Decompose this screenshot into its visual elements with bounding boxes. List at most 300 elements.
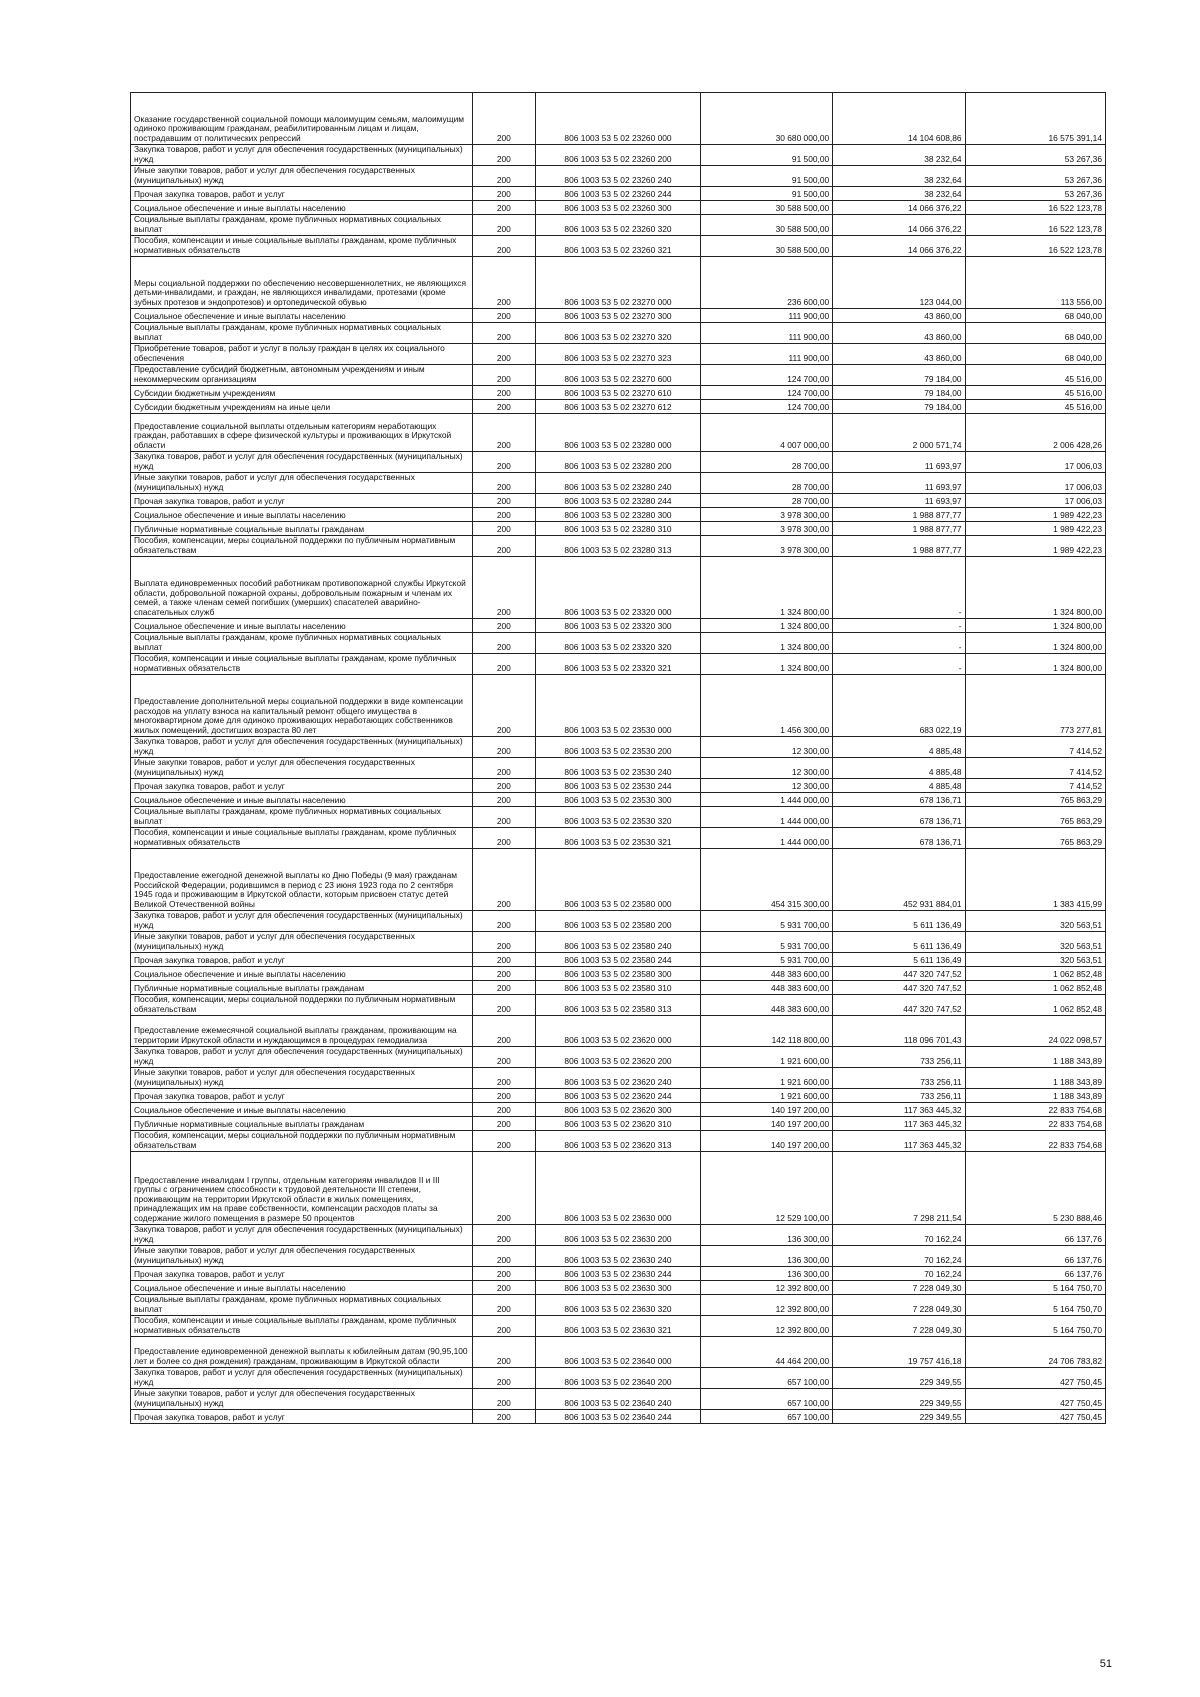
row-executed-cell: 11 693,97 (833, 452, 965, 473)
table-row (131, 323, 1106, 344)
row-approved-cell: 448 383 600,00 (700, 995, 832, 1016)
row-code-cell: 200 (472, 932, 536, 953)
row-executed-cell: 70 162,24 (833, 1246, 965, 1267)
row-executed-cell: 117 363 445,32 (833, 1117, 965, 1131)
row-approved-cell: 3 978 300,00 (700, 508, 832, 522)
row-name-cell: Субсидии бюджетным учреждениям на иные цели (131, 400, 473, 414)
row-kbk-cell: 806 1003 53 5 02 23640 200 (536, 1368, 701, 1389)
row-code-cell: 200 (472, 1267, 536, 1281)
row-approved-cell: 30 588 500,00 (700, 236, 832, 257)
row-approved-cell: 5 931 700,00 (700, 911, 832, 932)
row-approved-cell: 140 197 200,00 (700, 1103, 832, 1117)
row-code-cell: 200 (472, 1410, 536, 1424)
row-unexecuted-cell: 320 563,51 (965, 911, 1105, 932)
row-unexecuted-cell: 1 989 422,23 (965, 536, 1105, 557)
row-approved-cell: 1 324 800,00 (700, 557, 832, 619)
row-name-cell: Пособия, компенсации и иные социальные выплаты гражданам, кроме публичных нормативных обязательств (131, 828, 473, 849)
row-approved-cell: 657 100,00 (700, 1389, 832, 1410)
row-code-cell: 200 (472, 522, 536, 536)
row-code-cell: 200 (472, 1131, 536, 1152)
table-row (131, 508, 1106, 522)
row-kbk-cell: 806 1003 53 5 02 23630 300 (536, 1281, 701, 1295)
row-approved-cell: 454 315 300,00 (700, 849, 832, 911)
row-executed-cell: 733 256,11 (833, 1068, 965, 1089)
row-code-cell: 200 (472, 1047, 536, 1068)
row-executed-cell: 733 256,11 (833, 1047, 965, 1068)
table-row (131, 619, 1106, 633)
row-approved-cell: 448 383 600,00 (700, 967, 832, 981)
row-name-cell: Иные закупки товаров, работ и услуг для обеспечения государственных (муниципальных) нужд (131, 1246, 473, 1267)
row-code-cell: 200 (472, 1016, 536, 1047)
row-name-cell: Иные закупки товаров, работ и услуг для обеспечения государственных (муниципальных) нужд (131, 166, 473, 187)
row-approved-cell: 1 324 800,00 (700, 633, 832, 654)
table-row (131, 557, 1106, 619)
row-approved-cell: 30 588 500,00 (700, 201, 832, 215)
row-code-cell: 200 (472, 633, 536, 654)
row-executed-cell: 7 228 049,30 (833, 1316, 965, 1337)
row-approved-cell: 44 464 200,00 (700, 1337, 832, 1368)
row-approved-cell: 1 921 600,00 (700, 1089, 832, 1103)
row-code-cell: 200 (472, 828, 536, 849)
row-code-cell: 200 (472, 1281, 536, 1295)
row-kbk-cell: 806 1003 53 5 02 23530 300 (536, 793, 701, 807)
table-row (131, 1281, 1106, 1295)
row-executed-cell: 38 232,64 (833, 145, 965, 166)
table-row (131, 187, 1106, 201)
table-row (131, 911, 1106, 932)
row-unexecuted-cell: 773 277,81 (965, 675, 1105, 737)
row-name-cell: Закупка товаров, работ и услуг для обеспечения государственных (муниципальных) нужд (131, 737, 473, 758)
row-approved-cell: 12 392 800,00 (700, 1316, 832, 1337)
row-unexecuted-cell: 45 516,00 (965, 400, 1105, 414)
row-approved-cell: 12 300,00 (700, 737, 832, 758)
row-unexecuted-cell: 1 188 343,89 (965, 1047, 1105, 1068)
table-row (131, 758, 1106, 779)
row-unexecuted-cell: 5 230 888,46 (965, 1152, 1105, 1225)
row-kbk-cell: 806 1003 53 5 02 23530 244 (536, 779, 701, 793)
row-name-cell: Пособия, компенсации, меры социальной поддержки по публичным нормативным обязательствам (131, 536, 473, 557)
row-name-cell: Социальное обеспечение и иные выплаты населению (131, 619, 473, 633)
row-kbk-cell: 806 1003 53 5 02 23260 200 (536, 145, 701, 166)
row-approved-cell: 30 588 500,00 (700, 215, 832, 236)
row-executed-cell: 11 693,97 (833, 494, 965, 508)
row-kbk-cell: 806 1003 53 5 02 23580 240 (536, 932, 701, 953)
table-row (131, 215, 1106, 236)
row-name-cell: Прочая закупка товаров, работ и услуг (131, 1089, 473, 1103)
row-approved-cell: 12 300,00 (700, 758, 832, 779)
table-row (131, 536, 1106, 557)
row-approved-cell: 5 931 700,00 (700, 932, 832, 953)
row-kbk-cell: 806 1003 53 5 02 23280 313 (536, 536, 701, 557)
table-row (131, 1016, 1106, 1047)
row-code-cell: 200 (472, 911, 536, 932)
row-kbk-cell: 806 1003 53 5 02 23260 320 (536, 215, 701, 236)
row-unexecuted-cell: 1 324 800,00 (965, 619, 1105, 633)
row-code-cell: 200 (472, 967, 536, 981)
row-kbk-cell: 806 1003 53 5 02 23640 240 (536, 1389, 701, 1410)
row-code-cell: 200 (472, 1152, 536, 1225)
page-number: 51 (1099, 1658, 1112, 1670)
row-approved-cell: 1 324 800,00 (700, 654, 832, 675)
row-kbk-cell: 806 1003 53 5 02 23580 000 (536, 849, 701, 911)
row-executed-cell: - (833, 654, 965, 675)
table-row (131, 1410, 1106, 1424)
row-unexecuted-cell: 1 989 422,23 (965, 508, 1105, 522)
row-code-cell: 200 (472, 953, 536, 967)
table-row (131, 1117, 1106, 1131)
row-code-cell: 200 (472, 236, 536, 257)
row-unexecuted-cell: 1 062 852,48 (965, 995, 1105, 1016)
row-kbk-cell: 806 1003 53 5 02 23620 244 (536, 1089, 701, 1103)
table-row (131, 494, 1106, 508)
row-unexecuted-cell: 113 556,00 (965, 257, 1105, 309)
table-row (131, 386, 1106, 400)
table-row (131, 1337, 1106, 1368)
row-executed-cell: 38 232,64 (833, 187, 965, 201)
row-executed-cell: 79 184,00 (833, 400, 965, 414)
row-unexecuted-cell: 7 414,52 (965, 737, 1105, 758)
row-approved-cell: 136 300,00 (700, 1225, 832, 1246)
row-executed-cell: 678 136,71 (833, 793, 965, 807)
table-row (131, 1267, 1106, 1281)
row-code-cell: 200 (472, 508, 536, 522)
row-code-cell: 200 (472, 981, 536, 995)
row-executed-cell: 4 885,48 (833, 737, 965, 758)
row-kbk-cell: 806 1003 53 5 02 23260 300 (536, 201, 701, 215)
table-row (131, 522, 1106, 536)
row-approved-cell: 28 700,00 (700, 473, 832, 494)
row-name-cell: Социальное обеспечение и иные выплаты населению (131, 967, 473, 981)
row-name-cell: Закупка товаров, работ и услуг для обеспечения государственных (муниципальных) нужд (131, 452, 473, 473)
row-code-cell: 200 (472, 1225, 536, 1246)
row-unexecuted-cell: 53 267,36 (965, 187, 1105, 201)
table-row (131, 452, 1106, 473)
row-approved-cell: 1 444 000,00 (700, 828, 832, 849)
row-unexecuted-cell: 427 750,45 (965, 1368, 1105, 1389)
row-kbk-cell: 806 1003 53 5 02 23280 310 (536, 522, 701, 536)
row-name-cell: Иные закупки товаров, работ и услуг для обеспечения государственных (муниципальных) нужд (131, 758, 473, 779)
row-kbk-cell: 806 1003 53 5 02 23320 300 (536, 619, 701, 633)
row-name-cell: Приобретение товаров, работ и услуг в пользу граждан в целях их социального обеспечения (131, 344, 473, 365)
row-kbk-cell: 806 1003 53 5 02 23270 323 (536, 344, 701, 365)
row-unexecuted-cell: 45 516,00 (965, 386, 1105, 400)
row-unexecuted-cell: 66 137,76 (965, 1225, 1105, 1246)
row-name-cell: Пособия, компенсации и иные социальные выплаты гражданам, кроме публичных нормативных обязательств (131, 1316, 473, 1337)
row-code-cell: 200 (472, 93, 536, 145)
row-kbk-cell: 806 1003 53 5 02 23270 612 (536, 400, 701, 414)
table-row (131, 828, 1106, 849)
row-code-cell: 200 (472, 1316, 536, 1337)
row-kbk-cell: 806 1003 53 5 02 23630 000 (536, 1152, 701, 1225)
row-kbk-cell: 806 1003 53 5 02 23270 320 (536, 323, 701, 344)
table-row (131, 400, 1106, 414)
row-code-cell: 200 (472, 737, 536, 758)
row-name-cell: Субсидии бюджетным учреждениям (131, 386, 473, 400)
table-row (131, 793, 1106, 807)
row-approved-cell: 3 978 300,00 (700, 522, 832, 536)
table-row (131, 1246, 1106, 1267)
table-row (131, 1368, 1106, 1389)
table-row (131, 967, 1106, 981)
row-executed-cell: 1 988 877,77 (833, 536, 965, 557)
table-row (131, 675, 1106, 737)
row-executed-cell: 43 860,00 (833, 323, 965, 344)
row-executed-cell: 4 885,48 (833, 779, 965, 793)
row-executed-cell: 43 860,00 (833, 344, 965, 365)
table-row (131, 932, 1106, 953)
row-kbk-cell: 806 1003 53 5 02 23260 240 (536, 166, 701, 187)
table-row (131, 779, 1106, 793)
row-unexecuted-cell: 1 324 800,00 (965, 633, 1105, 654)
row-name-cell: Меры социальной поддержки по обеспечению несовершеннолетних, не являющихся детьми-инвалидами, и граждан, не являющихся инвалидами, протезами (кроме зубных протезов и эндопротезов) и ортопедической обувью (131, 257, 473, 309)
row-executed-cell: 38 232,64 (833, 166, 965, 187)
row-name-cell: Прочая закупка товаров, работ и услуг (131, 494, 473, 508)
row-unexecuted-cell: 1 989 422,23 (965, 522, 1105, 536)
table-row (131, 1047, 1106, 1068)
row-executed-cell: 7 298 211,54 (833, 1152, 965, 1225)
row-name-cell: Социальные выплаты гражданам, кроме публичных нормативных социальных выплат (131, 323, 473, 344)
row-executed-cell: 447 320 747,52 (833, 981, 965, 995)
row-executed-cell: - (833, 557, 965, 619)
row-executed-cell: 14 066 376,22 (833, 236, 965, 257)
row-name-cell: Предоставление ежемесячной социальной выплаты гражданам, проживающим на территории Иркутской области и нуждающимся в процедурах гемодиализа (131, 1016, 473, 1047)
row-name-cell: Иные закупки товаров, работ и услуг для обеспечения государственных (муниципальных) нужд (131, 1068, 473, 1089)
table-row (131, 633, 1106, 654)
row-name-cell: Иные закупки товаров, работ и услуг для обеспечения государственных (муниципальных) нужд (131, 932, 473, 953)
row-approved-cell: 111 900,00 (700, 323, 832, 344)
table-row (131, 236, 1106, 257)
row-unexecuted-cell: 1 383 415,99 (965, 849, 1105, 911)
row-unexecuted-cell: 765 863,29 (965, 793, 1105, 807)
row-unexecuted-cell: 68 040,00 (965, 344, 1105, 365)
row-unexecuted-cell: 68 040,00 (965, 323, 1105, 344)
row-unexecuted-cell: 17 006,03 (965, 494, 1105, 508)
row-kbk-cell: 806 1003 53 5 02 23620 240 (536, 1068, 701, 1089)
row-approved-cell: 30 680 000,00 (700, 93, 832, 145)
row-kbk-cell: 806 1003 53 5 02 23260 000 (536, 93, 701, 145)
table-row (131, 365, 1106, 386)
row-unexecuted-cell: 1 062 852,48 (965, 981, 1105, 995)
row-code-cell: 200 (472, 309, 536, 323)
row-approved-cell: 12 300,00 (700, 779, 832, 793)
row-name-cell: Прочая закупка товаров, работ и услуг (131, 1267, 473, 1281)
row-executed-cell: 117 363 445,32 (833, 1131, 965, 1152)
row-kbk-cell: 806 1003 53 5 02 23280 300 (536, 508, 701, 522)
row-kbk-cell: 806 1003 53 5 02 23630 200 (536, 1225, 701, 1246)
row-executed-cell: 683 022,19 (833, 675, 965, 737)
row-executed-cell: 5 611 136,49 (833, 953, 965, 967)
row-unexecuted-cell: 1 188 343,89 (965, 1089, 1105, 1103)
row-executed-cell: 118 096 701,43 (833, 1016, 965, 1047)
row-unexecuted-cell: 68 040,00 (965, 309, 1105, 323)
row-name-cell: Иные закупки товаров, работ и услуг для обеспечения государственных (муниципальных) нужд (131, 473, 473, 494)
row-name-cell: Закупка товаров, работ и услуг для обеспечения государственных (муниципальных) нужд (131, 145, 473, 166)
row-name-cell: Закупка товаров, работ и услуг для обеспечения государственных (муниципальных) нужд (131, 911, 473, 932)
row-executed-cell: - (833, 633, 965, 654)
table-row (131, 737, 1106, 758)
row-name-cell: Социальное обеспечение и иные выплаты населению (131, 201, 473, 215)
row-approved-cell: 5 931 700,00 (700, 953, 832, 967)
row-executed-cell: 79 184,00 (833, 365, 965, 386)
row-approved-cell: 4 007 000,00 (700, 414, 832, 452)
row-kbk-cell: 806 1003 53 5 02 23640 244 (536, 1410, 701, 1424)
table-row (131, 166, 1106, 187)
row-kbk-cell: 806 1003 53 5 02 23270 600 (536, 365, 701, 386)
row-name-cell: Закупка товаров, работ и услуг для обеспечения государственных (муниципальных) нужд (131, 1047, 473, 1068)
row-code-cell: 200 (472, 1295, 536, 1316)
row-unexecuted-cell: 765 863,29 (965, 828, 1105, 849)
row-kbk-cell: 806 1003 53 5 02 23620 000 (536, 1016, 701, 1047)
row-executed-cell: 5 611 136,49 (833, 932, 965, 953)
row-name-cell: Прочая закупка товаров, работ и услуг (131, 1410, 473, 1424)
table-row (131, 1089, 1106, 1103)
row-name-cell: Публичные нормативные социальные выплаты гражданам (131, 1117, 473, 1131)
row-code-cell: 200 (472, 215, 536, 236)
row-unexecuted-cell: 16 522 123,78 (965, 201, 1105, 215)
row-approved-cell: 1 921 600,00 (700, 1068, 832, 1089)
row-kbk-cell: 806 1003 53 5 02 23280 240 (536, 473, 701, 494)
row-kbk-cell: 806 1003 53 5 02 23280 200 (536, 452, 701, 473)
table-row (131, 1389, 1106, 1410)
row-executed-cell: 1 988 877,77 (833, 508, 965, 522)
table-row (131, 93, 1106, 145)
row-approved-cell: 28 700,00 (700, 452, 832, 473)
table-row (131, 1131, 1106, 1152)
row-unexecuted-cell: 53 267,36 (965, 145, 1105, 166)
row-approved-cell: 111 900,00 (700, 309, 832, 323)
row-code-cell: 200 (472, 793, 536, 807)
row-name-cell: Социальные выплаты гражданам, кроме публичных нормативных социальных выплат (131, 215, 473, 236)
row-kbk-cell: 806 1003 53 5 02 23320 320 (536, 633, 701, 654)
table-row (131, 654, 1106, 675)
row-name-cell: Прочая закупка товаров, работ и услуг (131, 953, 473, 967)
row-name-cell: Предоставление ежегодной денежной выплаты ко Дню Победы (9 мая) гражданам Российской Федерации, родившимся в период с 23 июня 1923 года по 2 сентября 1945 года и проживающим в Иркутской области, которым присвоен статус детей Великой Отечественной войны (131, 849, 473, 911)
row-executed-cell: 733 256,11 (833, 1089, 965, 1103)
row-unexecuted-cell: 1 324 800,00 (965, 654, 1105, 675)
row-approved-cell: 124 700,00 (700, 365, 832, 386)
row-unexecuted-cell: 7 414,52 (965, 779, 1105, 793)
table-row (131, 414, 1106, 452)
row-code-cell: 200 (472, 494, 536, 508)
row-executed-cell: 229 349,55 (833, 1410, 965, 1424)
row-code-cell: 200 (472, 323, 536, 344)
table-row (131, 1225, 1106, 1246)
row-kbk-cell: 806 1003 53 5 02 23530 321 (536, 828, 701, 849)
row-unexecuted-cell: 17 006,03 (965, 473, 1105, 494)
row-name-cell: Социальные выплаты гражданам, кроме публичных нормативных социальных выплат (131, 633, 473, 654)
row-code-cell: 200 (472, 473, 536, 494)
row-name-cell: Социальное обеспечение и иные выплаты населению (131, 793, 473, 807)
row-code-cell: 200 (472, 201, 536, 215)
row-name-cell: Предоставление социальной выплаты отдельным категориям неработающих граждан, работавших в сфере физической культуры и проживающих в Иркутской области (131, 414, 473, 452)
row-name-cell: Закупка товаров, работ и услуг для обеспечения государственных (муниципальных) нужд (131, 1225, 473, 1246)
row-code-cell: 200 (472, 1068, 536, 1089)
row-name-cell: Публичные нормативные социальные выплаты гражданам (131, 981, 473, 995)
row-approved-cell: 12 392 800,00 (700, 1281, 832, 1295)
row-code-cell: 200 (472, 675, 536, 737)
row-kbk-cell: 806 1003 53 5 02 23630 240 (536, 1246, 701, 1267)
row-code-cell: 200 (472, 654, 536, 675)
row-approved-cell: 136 300,00 (700, 1246, 832, 1267)
row-approved-cell: 1 324 800,00 (700, 619, 832, 633)
row-name-cell: Предоставление единовременной денежной выплаты к юбилейным датам (90,95,100 лет и более со дня рождения) гражданам, проживающим в Иркутской области (131, 1337, 473, 1368)
row-code-cell: 200 (472, 1337, 536, 1368)
row-unexecuted-cell: 24 706 783,82 (965, 1337, 1105, 1368)
row-approved-cell: 657 100,00 (700, 1410, 832, 1424)
row-name-cell: Социальное обеспечение и иные выплаты населению (131, 309, 473, 323)
row-kbk-cell: 806 1003 53 5 02 23270 300 (536, 309, 701, 323)
row-executed-cell: 19 757 416,18 (833, 1337, 965, 1368)
row-code-cell: 200 (472, 414, 536, 452)
row-approved-cell: 28 700,00 (700, 494, 832, 508)
row-executed-cell: 452 931 884,01 (833, 849, 965, 911)
row-name-cell: Социальные выплаты гражданам, кроме публичных нормативных социальных выплат (131, 807, 473, 828)
row-approved-cell: 140 197 200,00 (700, 1117, 832, 1131)
row-kbk-cell: 806 1003 53 5 02 23580 244 (536, 953, 701, 967)
row-approved-cell: 448 383 600,00 (700, 981, 832, 995)
row-executed-cell: 70 162,24 (833, 1225, 965, 1246)
row-unexecuted-cell: 5 164 750,70 (965, 1281, 1105, 1295)
row-executed-cell: 79 184,00 (833, 386, 965, 400)
row-kbk-cell: 806 1003 53 5 02 23620 310 (536, 1117, 701, 1131)
row-executed-cell: - (833, 619, 965, 633)
row-name-cell: Предоставление дополнительной меры социальной поддержки в виде компенсации расходов на уплату взноса на капитальный ремонт общего имущества в многоквартирном доме для одиноко проживающих неработающих собственников жилых помещений, достигших возраста 80 лет (131, 675, 473, 737)
row-executed-cell: 70 162,24 (833, 1267, 965, 1281)
row-approved-cell: 111 900,00 (700, 344, 832, 365)
row-name-cell: Выплата единовременных пособий работникам противопожарной службы Иркутской области, добровольной пожарной охраны, добровольным пожарным и членам их семей, а также членам семей погибших (умерших) спасателей аварийно-спасательных служб (131, 557, 473, 619)
row-code-cell: 200 (472, 344, 536, 365)
row-approved-cell: 1 921 600,00 (700, 1047, 832, 1068)
row-name-cell: Социальное обеспечение и иные выплаты населению (131, 1281, 473, 1295)
row-code-cell: 200 (472, 187, 536, 201)
row-executed-cell: 14 066 376,22 (833, 215, 965, 236)
row-name-cell: Прочая закупка товаров, работ и услуг (131, 779, 473, 793)
row-executed-cell: 11 693,97 (833, 473, 965, 494)
row-kbk-cell: 806 1003 53 5 02 23260 244 (536, 187, 701, 201)
row-unexecuted-cell: 7 414,52 (965, 758, 1105, 779)
row-code-cell: 200 (472, 1117, 536, 1131)
row-name-cell: Иные закупки товаров, работ и услуг для обеспечения государственных (муниципальных) нужд (131, 1389, 473, 1410)
row-approved-cell: 91 500,00 (700, 166, 832, 187)
row-unexecuted-cell: 1 062 852,48 (965, 967, 1105, 981)
row-approved-cell: 142 118 800,00 (700, 1016, 832, 1047)
row-approved-cell: 236 600,00 (700, 257, 832, 309)
row-unexecuted-cell: 320 563,51 (965, 932, 1105, 953)
row-name-cell: Публичные нормативные социальные выплаты гражданам (131, 522, 473, 536)
row-kbk-cell: 806 1003 53 5 02 23640 000 (536, 1337, 701, 1368)
row-unexecuted-cell: 66 137,76 (965, 1246, 1105, 1267)
row-unexecuted-cell: 17 006,03 (965, 452, 1105, 473)
table-row (131, 1316, 1106, 1337)
row-unexecuted-cell: 16 522 123,78 (965, 236, 1105, 257)
row-executed-cell: 447 320 747,52 (833, 967, 965, 981)
row-code-cell: 200 (472, 557, 536, 619)
row-kbk-cell: 806 1003 53 5 02 23580 200 (536, 911, 701, 932)
row-approved-cell: 12 529 100,00 (700, 1152, 832, 1225)
row-executed-cell: 229 349,55 (833, 1389, 965, 1410)
table-row (131, 1103, 1106, 1117)
row-unexecuted-cell: 24 022 098,57 (965, 1016, 1105, 1047)
row-kbk-cell: 806 1003 53 5 02 23620 200 (536, 1047, 701, 1068)
row-approved-cell: 136 300,00 (700, 1267, 832, 1281)
table-row (131, 995, 1106, 1016)
row-unexecuted-cell: 16 522 123,78 (965, 215, 1105, 236)
row-kbk-cell: 806 1003 53 5 02 23260 321 (536, 236, 701, 257)
row-name-cell: Пособия, компенсации и иные социальные выплаты гражданам, кроме публичных нормативных обязательств (131, 236, 473, 257)
row-unexecuted-cell: 1 324 800,00 (965, 557, 1105, 619)
row-approved-cell: 91 500,00 (700, 145, 832, 166)
row-name-cell: Пособия, компенсации, меры социальной поддержки по публичным нормативным обязательствам (131, 995, 473, 1016)
